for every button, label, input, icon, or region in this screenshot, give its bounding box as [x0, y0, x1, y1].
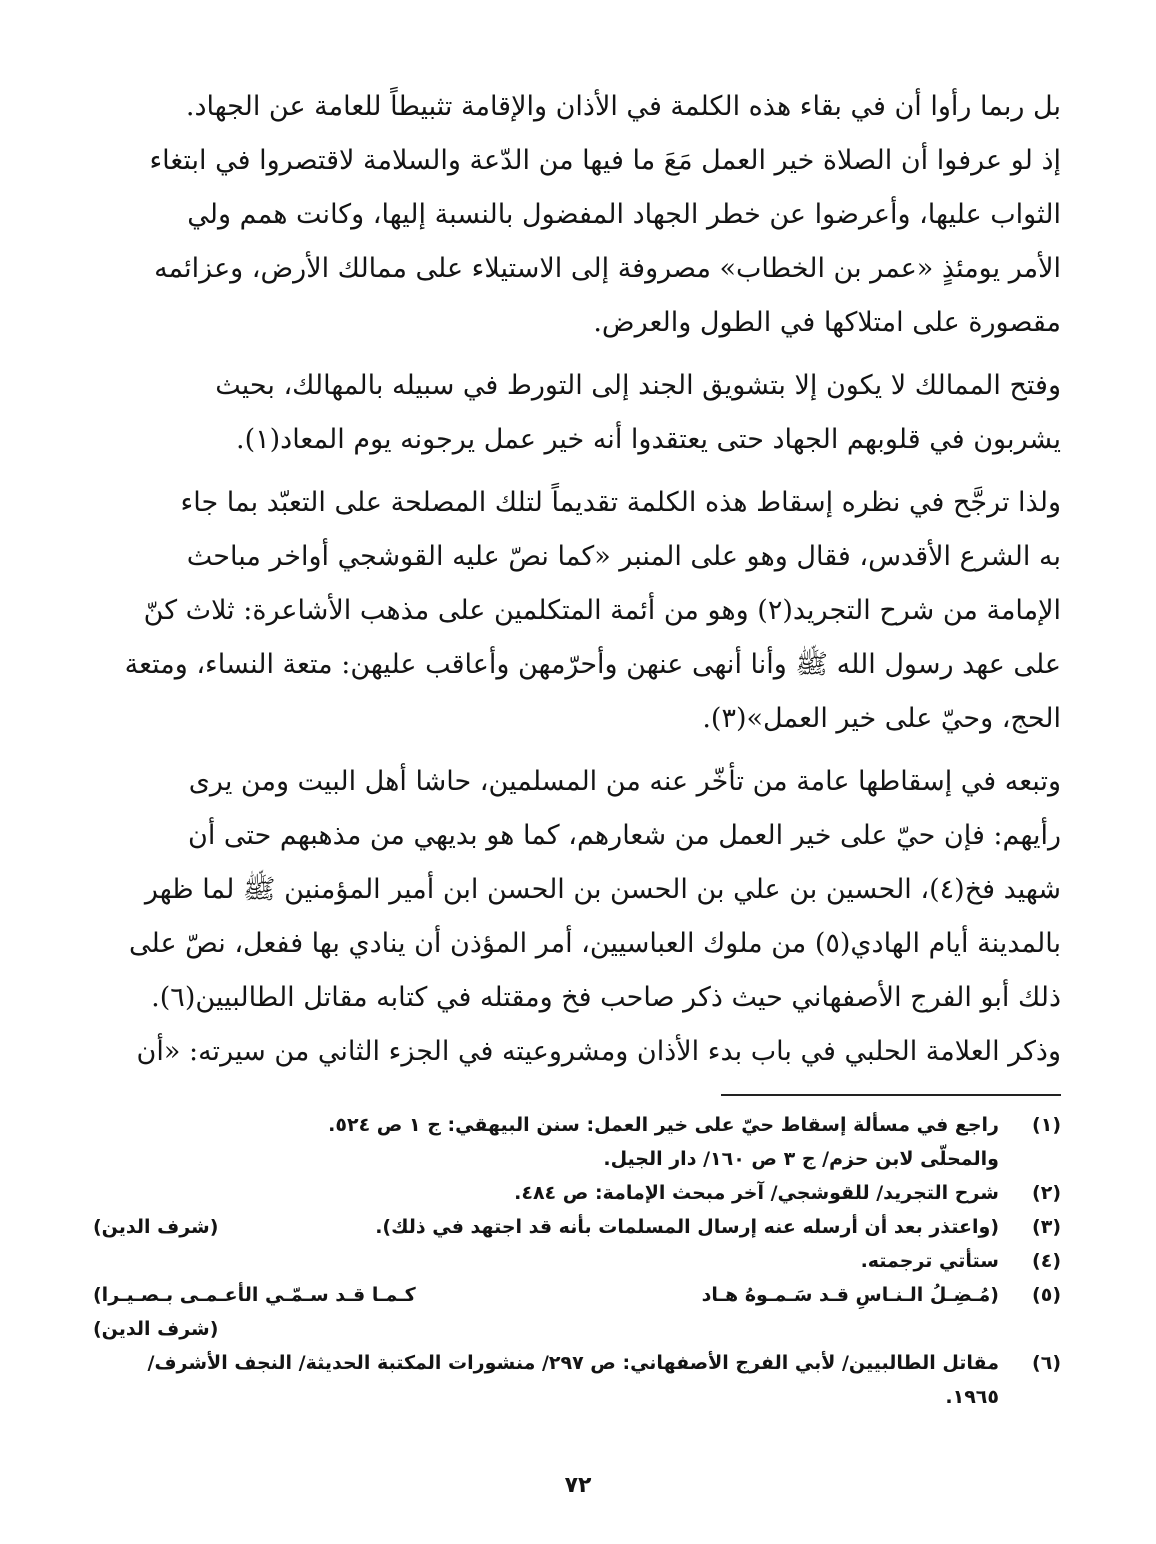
footnote-3 — [85, 1210, 1061, 1244]
text-line: بالمدينة أيام الهادي(٥) من ملوك العباسيين، أمر المؤذن أن ينادي بها ففعل، نصّ على — [129, 928, 1061, 959]
paragraph — [85, 755, 1061, 1079]
footnote-number: (٥) — [1032, 1284, 1061, 1306]
text-line: ذلك أبو الفرج الأصفهاني حيث ذكر صاحب فخ ومقتله في كتابه مقاتل الطالبيين(٦). — [151, 982, 1061, 1013]
verse-first-hemistich: (مُـضِـلُ الـنـاسِ قـد سَـمـوهُ هـاد — [701, 1284, 999, 1306]
text-line: ولذا ترجَّح في نظره إسقاط هذه الكلمة تقديماً لتلك المصلحة على التعبّد بما جاء — [180, 487, 1061, 518]
text-line: الأمر يومئذٍ «عمر بن الخطاب» مصروفة إلى الاستيلاء على ممالك الأرض، وعزائمه — [154, 253, 1061, 284]
text-line: شهيد فخ(٤)، الحسين بن علي بن الحسن بن الحسن ابن أمير المؤمنين ﷺ لما ظهر — [144, 874, 1061, 905]
poetry-verse — [85, 1278, 999, 1312]
text-line: به الشرع الأقدس، فقال وهو على المنبر «كما نصّ عليه القوشجي أواخر مباحث — [186, 541, 1061, 572]
footnote-line: والمحلّى لابن حزم/ ج ٣ ص ١٦٠/ دار الجيل. — [603, 1148, 999, 1170]
footnote-number: (٤) — [1032, 1250, 1061, 1272]
footnote-line: ١٩٦٥. — [945, 1386, 999, 1408]
text-line: الحج، وحيّ على خير العمل»(٣). — [702, 703, 1061, 734]
text-line: وفتح الممالك لا يكون إلا بتشويق الجند إلى التورط في سبيله بالمهالك، بحيث — [215, 370, 1061, 401]
footnote-number: (٣) — [1032, 1216, 1061, 1238]
footnote-signature: (شرف الدين) — [93, 1318, 219, 1340]
text-line: بل ربما رأوا أن في بقاء هذه الكلمة في الأذان والإقامة تثبيطاً للعامة عن الجهاد. — [185, 91, 1061, 122]
footnote-number: (٢) — [1032, 1182, 1061, 1204]
text-line: إذ لو عرفوا أن الصلاة خير العمل مَعَ ما فيها من الدّعة والسلامة لاقتصروا في ابتغاء — [149, 145, 1061, 176]
footnote-2 — [85, 1176, 1061, 1210]
footnote-1 — [85, 1108, 1061, 1176]
footnote-line: (واعتذر بعد أن أرسله عنه إرسال المسلمات بأنه قد اجتهد في ذلك). — [375, 1216, 999, 1238]
paragraph — [85, 80, 1061, 350]
footnote-4 — [85, 1244, 1061, 1278]
text-line: الثواب عليها، وأعرضوا عن خطر الجهاد المفضول بالنسبة إليها، وكانت همم ولي — [187, 199, 1061, 230]
text-line: رأيهم: فإن حيّ على خير العمل من شعارهم، كما هو بديهي من مذهبهم حتى أن — [188, 820, 1061, 851]
text-line: يشربون في قلوبهم الجهاد حتى يعتقدوا أنه خير عمل يرجونه يوم المعاد(١). — [236, 424, 1061, 455]
text-line: الإمامة من شرح التجريد(٢) وهو من أئمة المتكلمين على مذهب الأشاعرة: ثلاث كنّ — [143, 595, 1061, 626]
footnote-signature: (شرف الدين) — [93, 1216, 219, 1238]
page-number: ٧٢ — [564, 1473, 592, 1498]
footnote-line: راجع في مسألة إسقاط حيّ على خير العمل: سنن البيهقي: ج ١ ص ٥٢٤. — [328, 1114, 999, 1136]
footnote-number: (١) — [1032, 1114, 1061, 1136]
footnote-5 — [85, 1278, 1061, 1346]
footnote-divider-area — [85, 1094, 1061, 1096]
footnote-line: مقاتل الطالبيين/ لأبي الفرج الأصفهاني: ص ٢٩٧/ منشورات المكتبة الحديثة/ النجف الأشرف/ — [147, 1352, 999, 1374]
text-line: على عهد رسول الله ﷺ وأنا أنهى عنهن وأحرّمهن وأعاقب عليهن: متعة النساء، ومتعة — [124, 649, 1061, 680]
footnotes — [85, 1108, 1061, 1414]
footnote-divider — [721, 1094, 1061, 1096]
footnote-6 — [85, 1346, 1061, 1414]
text-line: وذكر العلامة الحلبي في باب بدء الأذان ومشروعيته في الجزء الثاني من سيرته: «أن — [136, 1036, 1061, 1067]
footnote-number: (٦) — [1032, 1352, 1061, 1374]
text-line: مقصورة على امتلاكها في الطول والعرض. — [593, 307, 1061, 338]
paragraph — [85, 476, 1061, 746]
main-text — [85, 80, 1061, 1088]
footnote-line: شرح التجريد/ للقوشجي/ آخر مبحث الإمامة: ص ٤٨٤. — [514, 1182, 999, 1204]
paragraph — [85, 359, 1061, 467]
verse-second-hemistich: كـمـا قـد سـمّـي الأعـمـى بـصـيـرا) — [93, 1284, 416, 1306]
footnote-line: ستأتي ترجمته. — [860, 1250, 999, 1272]
text-line: وتبعه في إسقاطها عامة من تأخّر عنه من المسلمين، حاشا أهل البيت ومن يرى — [188, 766, 1061, 797]
